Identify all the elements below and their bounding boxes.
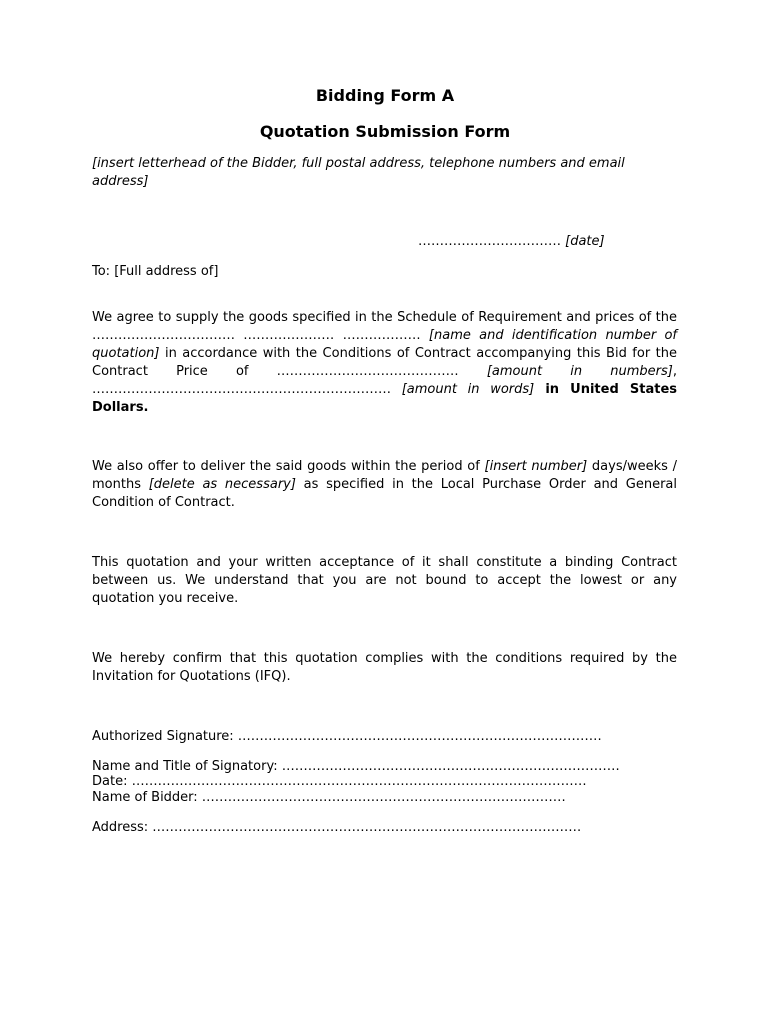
currency-text: in United States Dollars. — [92, 382, 677, 415]
supply-agreement-paragraph — [92, 309, 677, 417]
supply-text-3: , …………………………………………………………… — [92, 364, 677, 397]
date-dots: …………………………… — [418, 234, 561, 249]
addressee-line: To: [Full address of] — [92, 264, 219, 279]
quotation-name-placeholder: [name and identification number of quotation] — [92, 328, 678, 361]
supply-text-1: We agree to supply the goods specified in the Schedule of Requirement and prices of the …………………………… ………………… ……………… — [92, 310, 677, 343]
letterhead-instruction: [insert letterhead of the Bidder, full postal address, telephone numbers and email address] — [92, 156, 625, 189]
amount-numbers-placeholder: [amount in numbers] — [486, 364, 673, 379]
authorized-signature-line: Authorized Signature: ………………………………………………………………………… — [92, 729, 602, 744]
signatory-name-line: Name and Title of Signatory: …………………………………………………………………… — [92, 759, 620, 774]
form-title: Bidding Form A — [315, 86, 455, 105]
binding-contract-paragraph: This quotation and your written acceptance of it shall constitute a binding Contract between us. We understand that you are not bound to accept the lowest or any quotation you receive. — [92, 555, 677, 606]
bidder-name-line: Name of Bidder: ………………………………………………………………………… — [92, 790, 566, 805]
form-subtitle: Quotation Submission Form — [259, 122, 511, 141]
delivery-text-2: days/weeks / months — [92, 459, 677, 492]
signature-date-line: Date: …………………………………………………………………………………………… — [92, 774, 587, 789]
supply-text-2: in accordance with the Conditions of Contract accompanying this Bid for the Contract Price of …………………………………… — [92, 346, 677, 379]
bidder-address-line: Address: ……………………………………………………………………………………… — [92, 820, 582, 835]
delete-placeholder: [delete as necessary] — [148, 477, 296, 492]
date-line — [418, 233, 605, 251]
delivery-text-1: We also offer to deliver the said goods within the period of — [92, 459, 485, 474]
delivery-text-3: as specified in the Local Purchase Order and General Condition of Contract. — [92, 477, 677, 510]
date-label: [date] — [565, 234, 605, 249]
amount-words-placeholder: [amount in words] — [401, 382, 535, 397]
period-number-placeholder: [insert number] — [484, 459, 588, 474]
delivery-paragraph — [92, 458, 677, 512]
compliance-paragraph: We hereby confirm that this quotation complies with the conditions required by the Invitation for Quotations (IFQ). — [92, 651, 677, 684]
